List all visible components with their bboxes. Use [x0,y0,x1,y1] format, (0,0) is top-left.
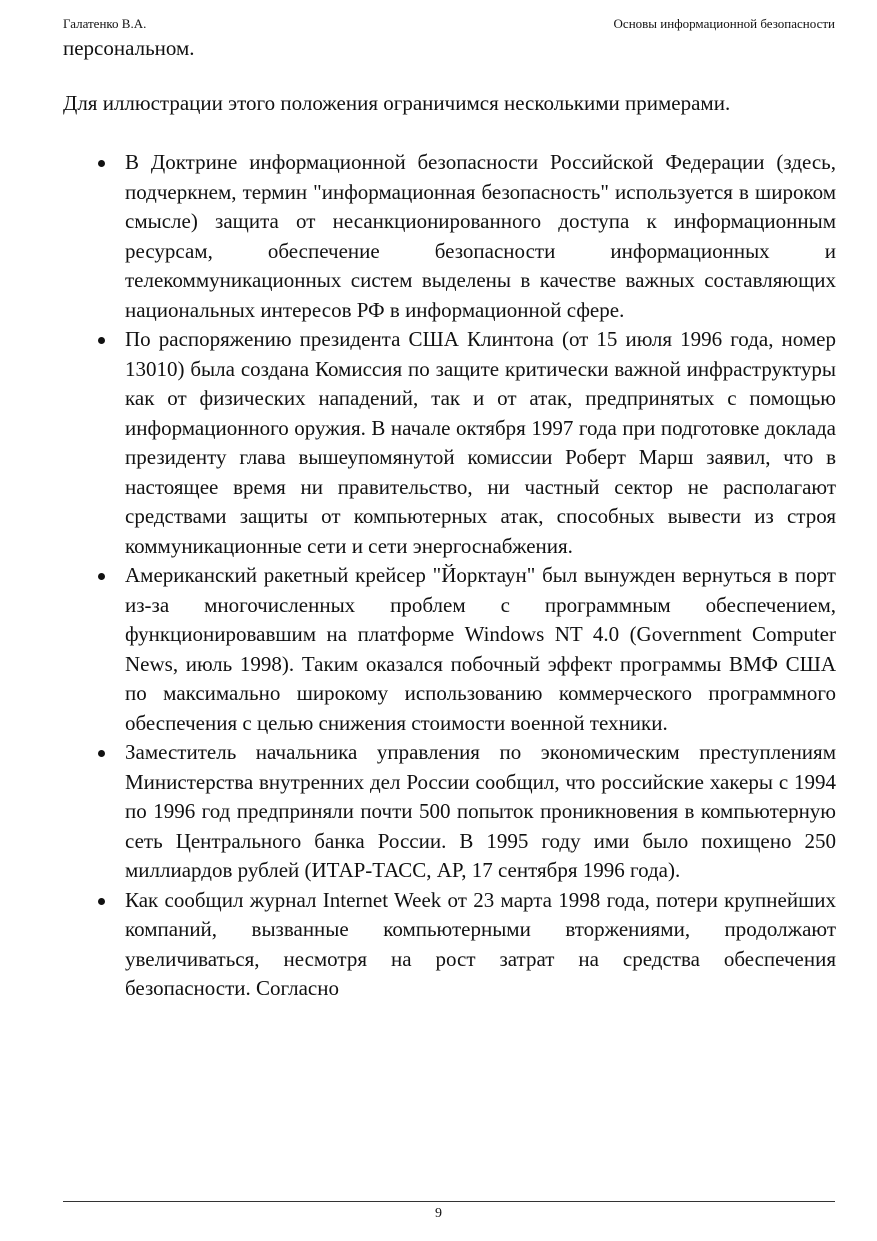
footer-divider [63,1201,835,1202]
continuation-text: персональном. [63,36,195,60]
page-content [63,34,836,1004]
list-item: В Доктрине информационной безопасности Российской Федерации (здесь, подчеркнем, термин "информационная безопасность" используется в широком смысле) защита от несанкционированного доступа к информационным ресурсам, обеспечение безопасности информационных и телекоммуникационных систем выделены в качестве важных составляющих национальных интересов РФ в информационной сфере. [125,148,836,325]
page-number: 9 [435,1206,442,1221]
list-item: Американский ракетный крейсер "Йорктаун" был вынужден вернуться в порт из-за многочисленных проблем с программным обеспечением, функционировавшим на платформе Windows NT 4.0 (Government Computer News, июль 1998). Таким оказался побочный эффект программы ВМФ США по максимально широкому использованию коммерческого программного обеспечения с целью снижения стоимости военной техники. [125,561,836,738]
list-item: По распоряжению президента США Клинтона (от 15 июля 1996 года, номер 13010) была создана Комиссия по защите критически важной инфраструктуры как от физических нападений, так и от атак, предпринятых с помощью информационного оружия. В начале октября 1997 года при подготовке доклада президенту глава вышеупомянутой комиссии Роберт Марш заявил, что в настоящее время ни правительство, ни частный сектор не располагают средствами защиты от компьютерных атак, способных вывести из строя коммуникационные сети и сети энергоснабжения. [125,325,836,561]
list-item: Заместитель начальника управления по экономическим преступлениям Министерства внутренних дел России сообщил, что российские хакеры с 1994 по 1996 год предприняли почти 500 попыток проникновения в компьютерную сеть Центрального банка России. В 1995 году ими было похищено 250 миллиардов рублей (ИТАР-ТАСС, AP, 17 сентября 1996 года). [125,738,836,886]
intro-paragraph: Для иллюстрации этого положения ограничимся несколькими примерами. [63,90,731,115]
examples-list [63,148,836,1004]
header-author: Галатенко В.А. [63,16,147,31]
page-header [63,16,835,36]
list-item: Как сообщил журнал Internet Week от 23 марта 1998 года, потери крупнейших компаний, вызванные компьютерными вторжениями, продолжают увеличиваться, несмотря на рост затрат на средства обеспечения безопасности. Согласно [125,886,836,1004]
header-title: Основы информационной безопасности [613,16,835,31]
